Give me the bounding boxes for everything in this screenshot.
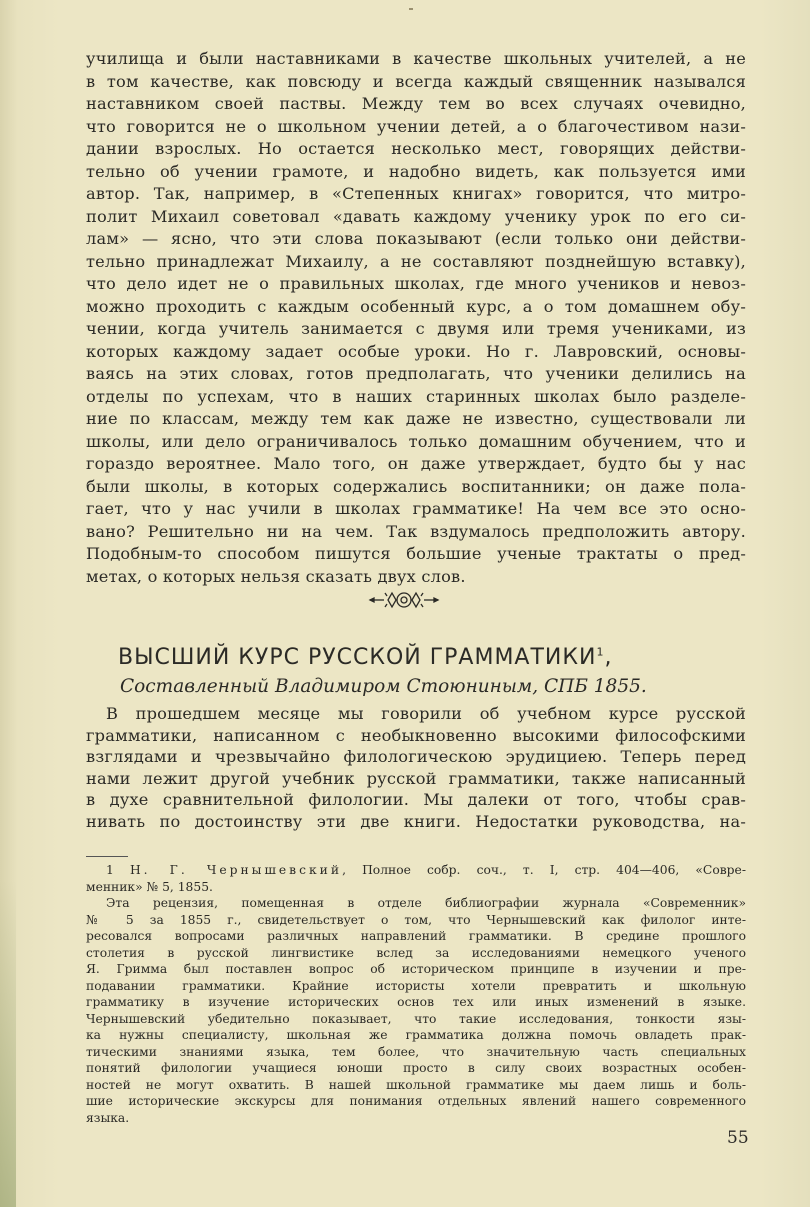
text-line: ваясь на этих словах, готов предполагать, что ученики делились на	[86, 364, 746, 383]
footnotes	[86, 862, 746, 1126]
text-line: В прошедшем месяце мы говорили об учебном курсе русской	[106, 704, 746, 723]
text-line: взглядами и чрезвычайно филологическою эрудициею. Теперь перед	[86, 747, 746, 766]
text-line: столетия в русской лингвистике вслед за исследованиями немецкого ученого	[86, 945, 746, 960]
text-line: № 5 за 1855 г., свидетельствует о том, что Чернышевский как филолог инте-	[86, 912, 746, 927]
text-line: грамматики, написанном с необыкновенно высокими философскими	[86, 725, 746, 745]
text-line: дании взрослых. Но остается несколько мест, говорящих действи-	[86, 139, 746, 158]
print-mark	[409, 8, 413, 10]
ornament-divider-icon	[368, 588, 440, 612]
text-line: в том качестве, как повсюду и всегда каждый священник назывался	[86, 71, 746, 91]
text-line: тельно принадлежат Михаилу, а не составляют позднейшую вставку),	[86, 251, 746, 271]
text-line: полит Михаил советовал «давать каждому ученику урок по его си-	[86, 206, 746, 226]
text-line: языка.	[86, 1110, 130, 1125]
footnote-commentary	[86, 895, 746, 1126]
text-line: училища и были наставниками в качестве школьных учителей, а не	[86, 49, 746, 68]
text-line: шие исторические экскурсы для понимания отдельных явлений нашего современного	[86, 1094, 746, 1108]
text-line: наставником своей паствы. Между тем во всех случаях очевидно,	[86, 94, 746, 113]
text-line: гораздо вероятнее. Мало того, он даже утверждает, будто бы у нас	[86, 454, 746, 473]
text-line: лам» — ясно, что эти слова показывают (если только они действи-	[86, 229, 746, 248]
footnote-mark: 1	[106, 863, 114, 877]
footnote-author: Н. Г. Чернышевский	[129, 863, 343, 877]
text-line: автор. Так, например, в «Степенных книгах» говорится, что митро-	[86, 184, 746, 203]
footnote-citation-cont: менник» № 5, 1855.	[86, 879, 213, 894]
text-line: которых каждому задает особые уроки. Но г. Лавровский, основы-	[86, 341, 746, 361]
text-line: тическими знаниями языка, тем более, что значительную часть специальных	[86, 1044, 746, 1059]
footnote-source: , Полное собр. соч., т. I, стр. 404—406, «Совре-	[342, 863, 746, 877]
text-line: ние по классам, между тем как даже не известно, существовали ли	[86, 409, 746, 428]
text-line: отделы по успехам, что в наших старинных школах было разделе-	[86, 386, 746, 406]
text-line: что дело идет не о правильных школах, где много учеников и невоз-	[86, 274, 746, 293]
footnote-reference[interactable]: 1	[596, 645, 605, 659]
page-number: 55	[727, 1128, 749, 1148]
title-suffix: ,	[604, 645, 613, 670]
footnote-citation	[86, 862, 746, 879]
text-line: подавании грамматики. Крайние истористы хотели превратить и школьную	[86, 978, 746, 993]
text-line: грамматику в изучение исторических основ тех или иных изменений в языке.	[86, 995, 746, 1009]
text-line: можно проходить с каждым особенный курс, а о том домашнем обу-	[86, 296, 746, 316]
text-line: ка нужны специалисту, школьная же грамматика должна помочь овладеть прак-	[86, 1028, 746, 1042]
text-line: Чернышевский убедительно показывает, что такие исследования, тонкости язы-	[86, 1011, 746, 1026]
text-line: ресовался вопросами различных направлений грамматики. В средине прошлого	[86, 929, 746, 943]
review-body	[86, 703, 746, 832]
text-line: вано? Решительно ни на чем. Так вздумалось предположить автору.	[86, 521, 746, 541]
text-line: Я. Гримма был поставлен вопрос об историческом принципе в изучении и пре-	[86, 962, 746, 976]
text-line: Подобным-то способом пишутся большие ученые трактаты о пред-	[86, 544, 746, 563]
text-line: в духе сравнительной филологии. Мы далеки от того, чтобы срав-	[86, 790, 746, 809]
text-line: понятий филологии учащиеся юноши просто в силу своих возрастных особен-	[86, 1061, 746, 1075]
text-line: Эта рецензия, помещенная в отделе библиографии журнала «Современник»	[106, 896, 746, 910]
text-line: чении, когда учитель занимается с двумя или тремя учениками, из	[86, 319, 746, 338]
text-line: нивать по достоинству эти две книги. Недостатки руководства, на-	[86, 811, 746, 831]
main-text	[86, 48, 746, 588]
text-line: нами лежит другой учебник русской грамматики, также написанный	[86, 768, 746, 788]
text-line: были школы, в которых содержались воспитанники; он даже пола-	[86, 476, 746, 496]
text-line: метах, о которых нельзя сказать двух слов.	[86, 566, 466, 586]
page-edge-shadow	[0, 880, 16, 1207]
text-line: что говорится не о школьном учении детей, а о благочестивом нази-	[86, 116, 746, 136]
text-line: тельно об учении грамоте, и надобно видеть, как пользуется ими	[86, 161, 746, 181]
text-line: ностей не могут охватить. В нашей школьной грамматике мы даем лишь и боль-	[86, 1077, 746, 1092]
footnote-rule	[86, 856, 128, 857]
text-line: гает, что у нас учили в школах грамматике! На чем все это осно-	[86, 499, 746, 518]
review-subtitle: Составленный Владимиром Стоюниным, СПБ 1855.	[120, 676, 647, 697]
text-line: школы, или дело ограничивалось только домашним обучением, что и	[86, 431, 746, 451]
review-title-text: ВЫСШИЙ КУРС РУССКОЙ ГРАММАТИКИ	[118, 645, 597, 670]
review-title	[118, 645, 718, 670]
